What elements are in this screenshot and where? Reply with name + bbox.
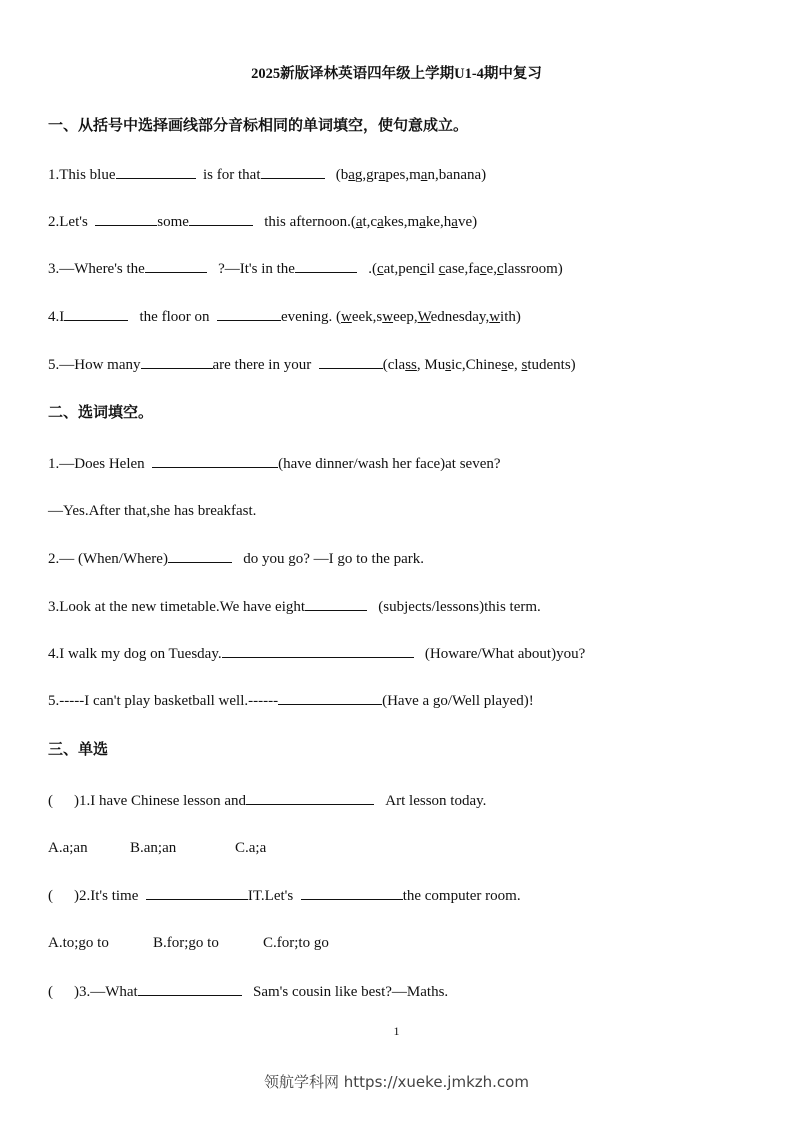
question-2-4: 4.I walk my dog on Tuesday. (Howare/What about)you? [48, 643, 585, 664]
section-heading-3: 三、单选 [48, 740, 109, 758]
question-3-1-options [48, 838, 266, 858]
option-a[interactable]: A.to;go to [48, 935, 109, 951]
page-number: 1 [393, 1024, 400, 1038]
question-3-2: ( )2.It's time IT.Let's the computer room. [48, 885, 521, 906]
question-2-2: 2.— (When/Where) do you go? —I go to the park. [48, 548, 424, 569]
section-heading-1: 一、从括号中选择画线部分音标相同的单词填空，使句意成立。 [48, 116, 469, 134]
answer-parenthesis[interactable]: ( [48, 793, 53, 809]
question-2-3: 3.Look at the new timetable.We have eight (subjects/lessons)this term. [48, 596, 541, 617]
question-3-2-options [48, 933, 329, 953]
question-1-2: 2.Let's some this afternoon.(at,cakes,make,have) [48, 211, 477, 232]
option-b[interactable]: B.for;go to [153, 935, 219, 951]
answer-blank[interactable] [301, 885, 403, 900]
answer-blank[interactable] [305, 596, 367, 611]
answer-blank[interactable] [246, 790, 374, 805]
question-2-1-response: —Yes.After that,she has breakfast. [48, 503, 257, 519]
answer-blank[interactable] [116, 164, 196, 179]
question-2-5: 5.-----I can't play basketball well.------ (Have a go/Well played)! [48, 690, 534, 711]
answer-blank[interactable] [295, 258, 357, 273]
question-1-5: 5.—How many are there in your (class, Music,Chinese, students) [48, 354, 576, 375]
answer-blank[interactable] [261, 164, 325, 179]
answer-blank[interactable] [145, 258, 207, 273]
page-title: 2025新版译林英语四年级上学期U1-4期中复习 [251, 66, 542, 82]
question-1-1: 1.This blue is for that (bag,grapes,man,banana) [48, 164, 486, 185]
question-3-3: ( )3.—What Sam's cousin like best?—Maths. [48, 981, 448, 1002]
answer-blank[interactable] [217, 306, 281, 321]
option-c[interactable]: C.for;to go [263, 935, 329, 951]
answer-blank[interactable] [141, 354, 213, 369]
answer-blank[interactable] [189, 211, 253, 226]
question-3-1: ( )1.I have Chinese lesson and Art lesson today. [48, 790, 486, 811]
option-a[interactable]: A.a;an [48, 840, 88, 856]
question-2-1: 1.—Does Helen (have dinner/wash her face)at seven? [48, 453, 501, 474]
section-heading-2: 二、选词填空。 [48, 403, 154, 421]
answer-blank[interactable] [64, 306, 128, 321]
answer-blank[interactable] [138, 981, 242, 996]
option-c[interactable]: C.a;a [235, 840, 267, 856]
question-1-3: 3.—Where's the ?—It's in the .(cat,pencil case,face,classroom) [48, 258, 563, 279]
answer-blank[interactable] [95, 211, 157, 226]
answer-blank[interactable] [278, 690, 382, 705]
question-1-4: 4.I the floor on evening. (week,sweep,Wednesday,with) [48, 306, 521, 327]
answer-parenthesis[interactable]: ( [48, 984, 53, 1000]
answer-blank[interactable] [319, 354, 383, 369]
answer-blank[interactable] [146, 885, 248, 900]
answer-blank[interactable] [168, 548, 232, 563]
answer-blank[interactable] [222, 643, 414, 658]
footer-watermark: 领航学科网 https://xueke.jmkzh.com [264, 1073, 529, 1091]
answer-parenthesis[interactable]: ( [48, 888, 53, 904]
answer-blank[interactable] [152, 453, 278, 468]
option-b[interactable]: B.an;an [130, 840, 177, 856]
